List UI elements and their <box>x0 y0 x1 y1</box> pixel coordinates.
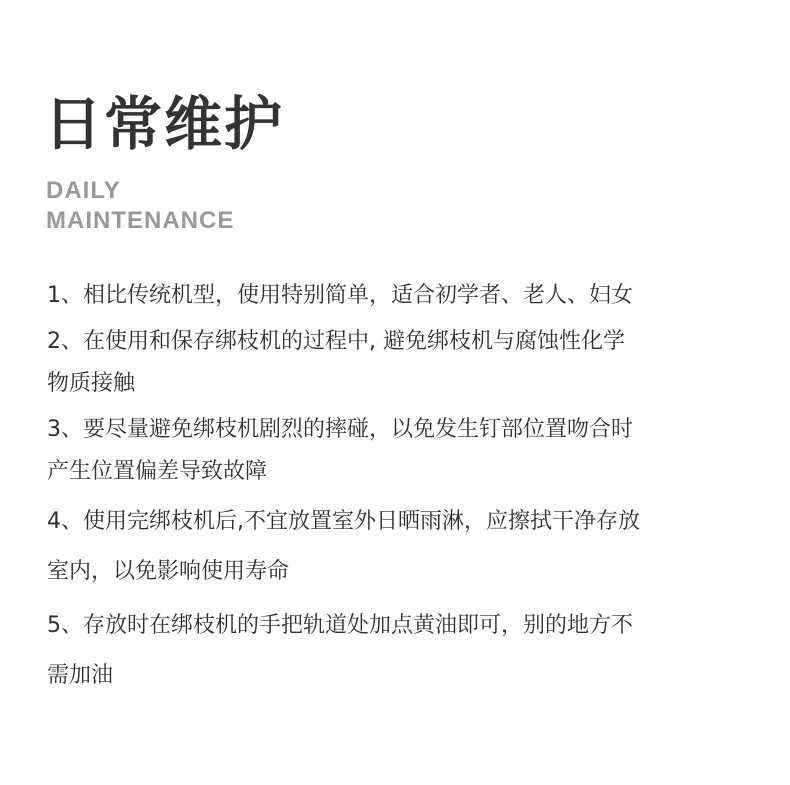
list-item <box>47 275 767 317</box>
subtitle-line-1: DAILY <box>46 177 121 204</box>
list-item <box>47 409 767 493</box>
maintenance-list <box>47 275 767 705</box>
list-item-line: 产生位置偏差导致故障 <box>47 459 268 484</box>
list-item <box>47 497 767 597</box>
list-item-line: 需加油 <box>47 663 114 688</box>
list-item-line: 5、存放时在绑枝机的手把轨道处加点黄油即可，别的地方不 <box>47 613 633 638</box>
list-item-line: 室内，以免影响使用寿命 <box>47 559 290 584</box>
list-item-line: 4、使用完绑枝机后,不宜放置室外日晒雨淋，应擦拭干净存放 <box>47 509 640 534</box>
subtitle-line-2: MAINTENANCE <box>46 207 235 234</box>
list-item-line: 2、在使用和保存绑枝机的过程中, 避免绑枝机与腐蚀性化学 <box>47 329 625 354</box>
page-title: 日常维护 <box>44 90 285 158</box>
list-item-line: 1、相比传统机型，使用特别简单，适合初学者、老人、妇女 <box>47 283 633 308</box>
list-item <box>47 601 767 701</box>
list-item-line: 3、要尽量避免绑枝机剧烈的摔碰，以免发生钉部位置吻合时 <box>47 417 633 442</box>
page-subtitle <box>46 176 234 236</box>
list-item <box>47 321 767 405</box>
list-item-line: 物质接触 <box>47 371 136 396</box>
